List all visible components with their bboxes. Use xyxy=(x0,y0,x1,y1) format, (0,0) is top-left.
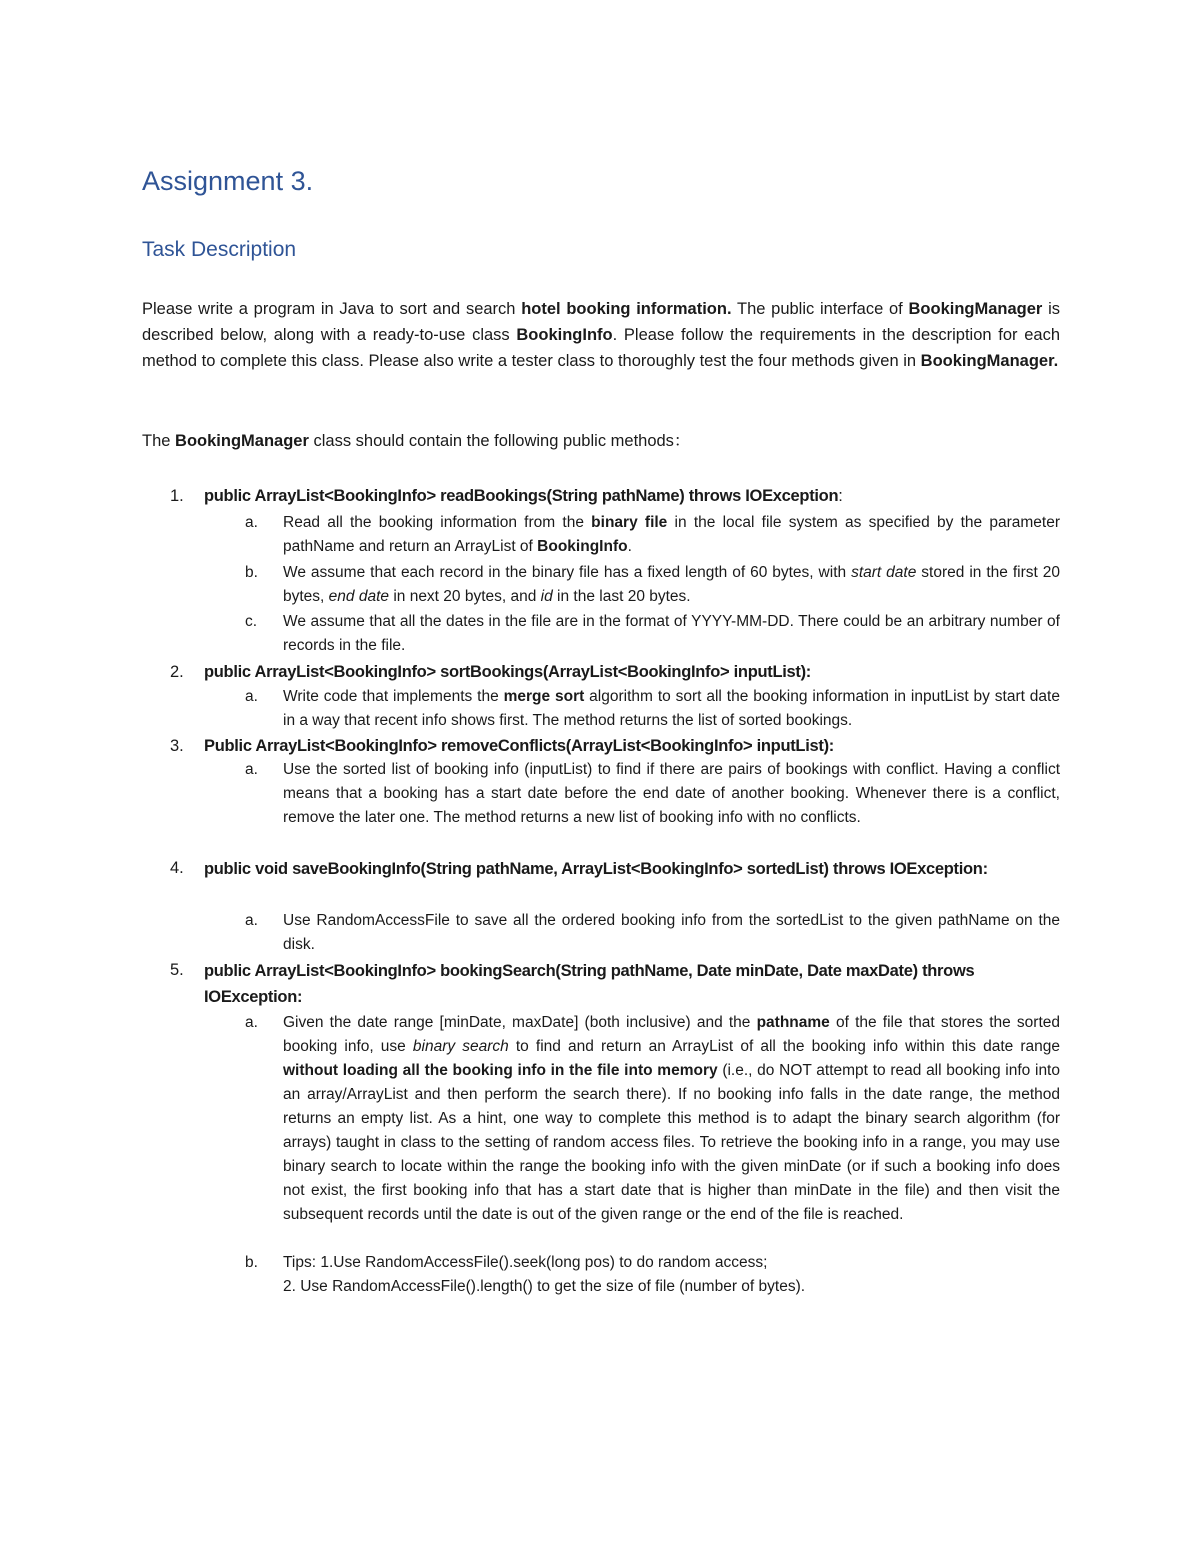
text-run: (i.e., do NOT attempt to read all booking info into an array/ArrayList and then perform the search there). If no booking info falls in the date range, the method returns an empty list. As a hint, one way to complete this method is to adapt the binary search algorithm (for arrays) taught in class to the setting of random access files. To retrieve the booking info in a range, you may use binary search to locate within the range the booking info with the given minDate (or if such a booking info does not exist, the first booking info that has a start date that is higher than minDate in the file) and then visit the subsequent records until the date is out of the given range or the end of the file is reached. xyxy=(283,1062,1060,1223)
bold-run: merge sort xyxy=(503,688,585,705)
intro-bold: BookingManager xyxy=(908,300,1043,318)
sub-text xyxy=(283,561,1060,609)
bold-run: BookingInfo xyxy=(537,538,628,555)
sub-letter: a. xyxy=(245,912,258,929)
text-run: We assume that each record in the binary file has a fixed length of 60 bytes, with xyxy=(283,564,852,581)
intro2-text: class should contain the following public methods： xyxy=(308,432,691,450)
sub-letter: a. xyxy=(245,688,258,705)
text-run: Given the date range [minDate, maxDate] (both inclusive) and the xyxy=(283,1014,757,1031)
intro2-bold: BookingManager xyxy=(175,432,309,450)
item-number: 5. xyxy=(170,961,184,979)
text-run: in next 20 bytes, and xyxy=(389,588,541,605)
section-heading: Task Description xyxy=(142,238,297,261)
italic-run: end date xyxy=(328,588,390,605)
method-signature xyxy=(204,484,1024,508)
sub-letter: c. xyxy=(245,613,258,630)
method-signature: public ArrayList<BookingInfo> bookingSearch(String pathName, Date minDate, Date maxDate) throws IOException: xyxy=(204,962,975,1006)
sub-letter: a. xyxy=(245,761,258,778)
bold-run: without loading all the booking info in the file into memory xyxy=(283,1062,718,1079)
text-run: Write code that implements the xyxy=(283,688,504,705)
intro-text: is described below, along with a ready-to-use class xyxy=(142,300,1061,344)
intro-bold: hotel booking information. xyxy=(521,300,732,318)
text-run: in the local file system as specified by the parameter pathName and return an ArrayList of xyxy=(283,514,1061,555)
method-signature: Public ArrayList<BookingInfo> removeConflicts(ArrayList<BookingInfo> inputList): xyxy=(204,737,834,755)
text-run: . xyxy=(627,538,632,555)
method-signature: public ArrayList<BookingInfo> sortBookings(ArrayList<BookingInfo> inputList): xyxy=(204,663,811,681)
sub-text: We assume that all the dates in the file are in the format of YYYY-MM-DD. There could be an arbitrary number of records in the file. xyxy=(283,613,1060,654)
tip-line: 2. Use RandomAccessFile().length() to get the size of file (number of bytes). xyxy=(283,1278,806,1295)
bold-run: pathname xyxy=(756,1014,830,1031)
sub-text: Use the sorted list of booking info (inputList) to find if there are pairs of bookings with conflict. Having a conflict means that a booking has a start date before the end date of another booking. Whenever there is a conflict, remove the later one. The method returns a new list of booking info with no conflicts. xyxy=(283,761,1060,826)
method-signature: public void saveBookingInfo(String pathName, ArrayList<BookingInfo> sortedList) throws IOException: xyxy=(204,860,988,878)
signature-suffix: : xyxy=(838,487,843,505)
method-signature-text: public ArrayList<BookingInfo> readBookings(String pathName) throws IOException xyxy=(204,487,839,505)
sub-letter: a. xyxy=(245,514,258,531)
text-run: of the file that stores the sorted booking info, use xyxy=(283,1014,1061,1055)
methods-intro xyxy=(142,428,1060,454)
sub-letter: b. xyxy=(245,564,258,581)
italic-run: id xyxy=(540,588,553,605)
tip-line: Tips: 1.Use RandomAccessFile().seek(long pos) to do random access; xyxy=(283,1254,768,1271)
bold-run: binary file xyxy=(591,514,668,531)
item-number: 1. xyxy=(170,487,184,505)
intro-bold: BookingInfo xyxy=(516,326,613,344)
italic-run: binary search xyxy=(412,1038,509,1055)
sub-text xyxy=(283,1251,1060,1299)
italic-run: start date xyxy=(851,564,917,581)
intro-text: Please write a program in Java to sort and search xyxy=(142,300,522,318)
intro-text: . Please follow the requirements in the description for each method to complete this class. Please also write a tester class to thoroughly test the four methods given in xyxy=(142,326,1060,370)
item-number: 4. xyxy=(170,859,184,877)
sub-letter: b. xyxy=(245,1254,258,1271)
sub-letter: a. xyxy=(245,1014,258,1031)
sub-text xyxy=(283,511,1060,559)
sub-text xyxy=(283,685,1060,733)
intro-bold: BookingManager. xyxy=(920,352,1059,370)
sub-text xyxy=(283,1011,1060,1227)
text-run: in the last 20 bytes. xyxy=(552,588,691,605)
intro-text: The public interface of xyxy=(731,300,909,318)
item-number: 3. xyxy=(170,737,184,755)
item-number: 2. xyxy=(170,663,184,681)
text-run: to find and return an ArrayList of all the booking info within this date range xyxy=(508,1038,1060,1055)
text-run: Read all the booking information from the xyxy=(283,514,592,531)
intro-paragraph xyxy=(142,296,1060,374)
sub-text: Use RandomAccessFile to save all the ordered booking info from the sortedList to the given pathName on the disk. xyxy=(283,912,1060,953)
text-run: algorithm to sort all the booking information in inputList by start date in a way that recent info shows first. The method returns the list of sorted bookings. xyxy=(283,688,1060,729)
text-run: stored in the first 20 bytes, xyxy=(283,564,1060,605)
intro2-text: The xyxy=(142,432,176,450)
page-title: Assignment 3. xyxy=(142,166,314,196)
